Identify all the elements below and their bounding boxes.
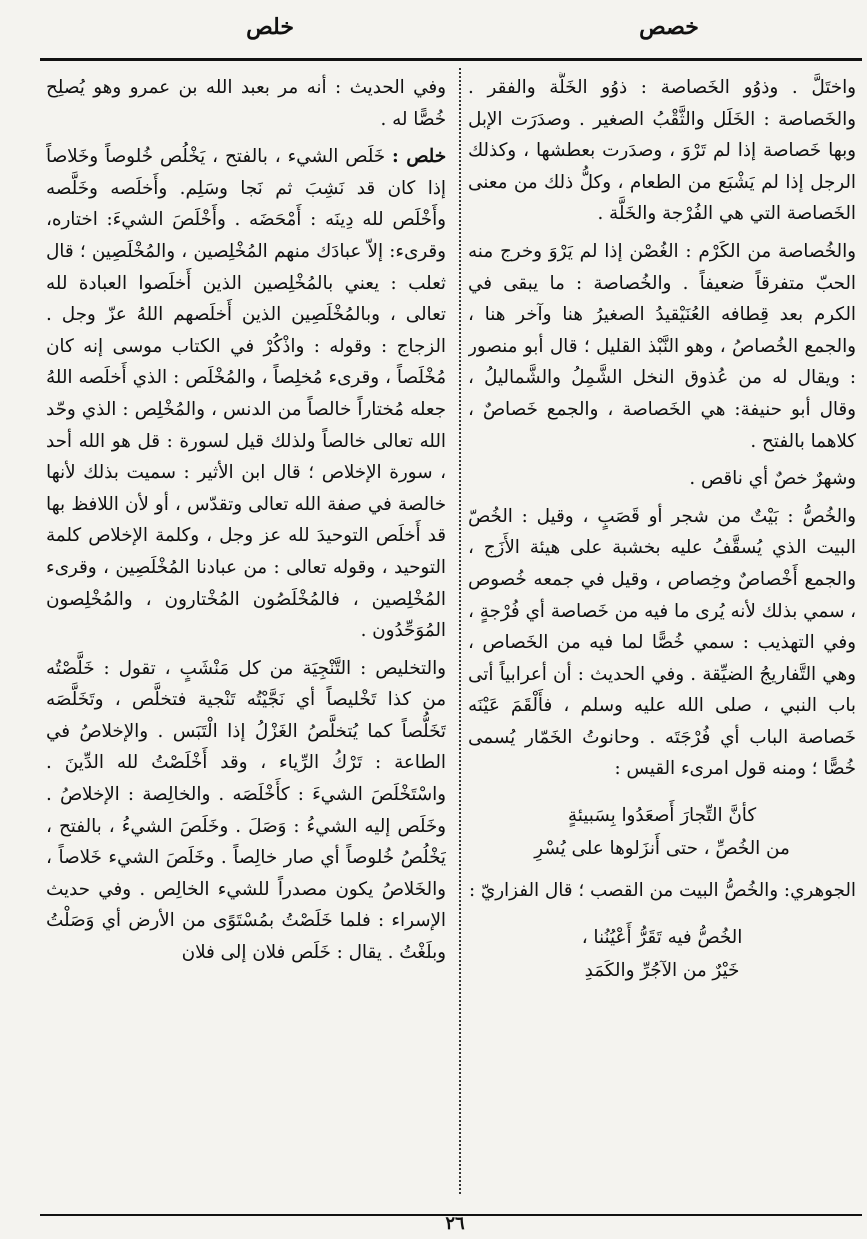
verse-1-line-2: من الخُصِّ ، حتى أَنزَلوها على يُسْرِ [534,838,790,860]
page-number: ٢٦ [445,1213,465,1234]
column-divider [459,68,461,1194]
right-paragraph-1: واختَلَّ . وذوُو الخَصاصة : ذوُو الخَلَّة والفقر . والخَصاصة : الخَلَل والثَّقْبُ الصغير . وصدَرَت الإبل وبها خَصاصة إذا لم تَرْوَ ، وصدَرت بعطشها ، وكذلك الرجل إذا لم يَشْبَع من الطعام ، وكلُّ ذلك من معنى الخَصاصة التي هي الفُرْجة والخَلَّة . [468,77,856,225]
left-paragraph-3: والتخليص : التَّنْجِيَة من كل مَنْشَبٍ ، تقول : خَلَّصْتُه من كذا تَخْليصاً أي نَجَّيْتُه تَنْجية فتخلَّص ، وتَخَلَّصَه تَخَلُّصاً كما يُتخلَّصُ الغَزْلُ إذا الْتَبَس . والإخلاصُ في الطاعة : تَرْكُ الرِّياء ، وقد أَخْلَصْتُ لله الدِّينَ . واسْتَخْلَصَ الشيءَ : كأَخْلَصَه . والخالِصة : الإخلاصُ . وخَلَص إليه الشيءُ : وَصَلَ . وخَلَصَ الشيءُ ، بالفتح ، يَخْلُصُ خُلوصاً أي صار خالِصاً . وخَلَصَ الشيء خَلاصاً ، والخَلاصُ يكون مصدراً للشيء الخالِص . وفي حديث الإسراء : فلما خَلَصْتُ بمُسْتَوًى من الأرض أي وَصَلْتُ وبلَغْتُ . يقال : خَلَص فلان إلى فلان [46,657,446,964]
left-paragraph-2-text: خَلَص الشيء ، بالفتح ، يَخْلُص خُلوصاً وخَلاصاً إذا كان قد نَشِبَ ثم نَجا وسَلِم. وأَخلَصه وخَلَّصه وأَخْلَص لله دِينَه : أَمْحَضَه . وأَخْلَصَ الشيءَ: اختاره، وقرىء: إلاّ عبادَك منهم المُخْلِصين ، والمُخْلَصِين ؛ قال ثعلب : يعني بالمُخْلِصين الذين أَخلَصوا العبادة لله تعالى ، وبالمُخْلَصِين الذين أَخلَصهم اللهُ عزّ وجل . الزجاج : وقوله : واذْكُرْ في الكتاب موسى إنه كان مُخْلَصاً ، وقرىء مُخلِصاً ، والمُخْلَص : الذي أَخلَصه اللهُ جعله مُختاراً خالصاً من الدنس ، والمُخْلِص : الذي وحّد الله تعالى خالصاً ولذلك قيل لسورة : قل هو الله أحد ، سورة الإخلاص ؛ قال ابن الأثير : سميت بذلك لأنها خالصة في صفة الله تعالى وتقدّس ، أو لأن اللافظ بها قد أَخلَص التوحيدَ لله عز وجل ، وكلمة الإخلاص كلمة التوحيد ، وقوله تعالى : من عبادنا المُخْلَصِين ، وقرىء المُخْلِصين ، فالمُخْلَصُون المُخْتارون ، والمُخْلِصون المُوَحِّدُون . [46,146,446,642]
right-header-word: خصص [639,14,699,40]
verse-1-line-1: كأنَّ التِّجارَ أَصعَدُوا بِسَبيئةٍ [567,805,757,827]
left-paragraph-1: وفي الحديث : أنه مر بعبد الله بن عمرو وهو يُصلِح خُصًّا له . [46,77,446,130]
right-paragraph-5: الجوهري: والخُصُّ البيت من القصب ؛ قال الفزاريّ : [468,880,856,902]
verse-2 [468,921,856,987]
entry-head-word: خلص : [392,146,446,168]
verse-2-line-2: خَيْرٌ من الآجُرِّ والكَمَدِ [584,959,740,981]
verse-1 [468,799,856,865]
verse-2-line-1: الخُصُّ فيه تَقَرُّ أَعْيُنُنا ، [581,926,743,948]
left-paragraph-2 [46,141,446,647]
left-header-word: خلص [246,14,294,40]
left-column [46,72,446,1207]
right-column [468,72,856,1207]
top-rule [40,58,862,61]
right-paragraph-2: والخُصاصة من الكَرْم : الغُصْن إذا لم يَرْوَ وخرج منه الحبّ متفرقاً ضعيفاً . والخُصاصة : ما يبقى في الكرم بعد قِطافه العُنَيْقيدُ الصغيرُ هنا وآخر هنا ، والجمع الخُصاصُ ، وهو النَّبْذ القليل ؛ قال أبو منصور : ويقال له من عُذوق النخل الشَّمِلُ والشَّماليلُ ، وقال أبو حنيفة: هي الخَصاصة ، والجمع خَصاصٌ ، كلاهما بالفتح . [468,240,856,452]
right-paragraph-3: وشهرٌ خصٌ أي ناقص . [689,468,856,490]
right-paragraph-4: والخُصُّ : بَيْتٌ من شجر أو قَصَبٍ ، وقيل : الخُصّ البيت الذي يُسقَّفُ عليه بخشبة على هيئة الأَزَج ، والجمع أَخْصاصٌ وخِصاص ، وقيل في جمعه خُصوص ، سمي بذلك لأنه يُرى ما فيه من خَصاصة أي فُرْجةٍ ، وفي التهذيب : سمي خُصًّا لما فيه من الخَصاص ، وهي التَّفاريجُ الضيِّقة . وفي الحديث : أن أعرابياً أتى باب النبي ، صلى الله عليه وسلم ، فأَلْقَمَ عَيْنَه خَصاصة الباب أي فُرْجَتَه . وحانوتُ الخَمّار يُسمى خُصًّا ؛ ومنه قول امرىء القيس : [468,505,856,780]
